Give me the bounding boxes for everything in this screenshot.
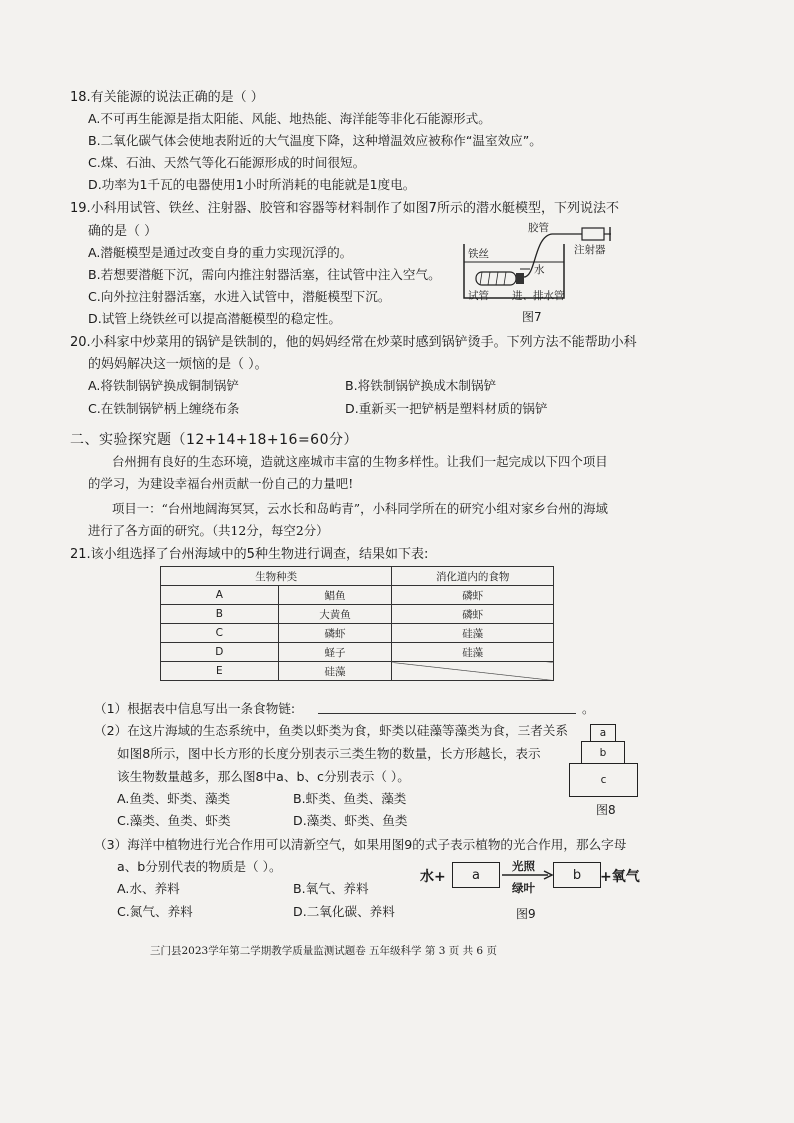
- figure-7-submarine-diagram: [462, 222, 612, 322]
- q20-option-a: A.将铁制锅铲换成铜制锅铲: [88, 378, 239, 393]
- label-inlet-pipe: 进、排水管: [512, 290, 565, 302]
- q21-stem: 21.该小组选择了台州海域中的5种生物进行调查，结果如下表:: [70, 547, 429, 562]
- label-test-tube: 试管: [468, 290, 489, 302]
- q20-option-b: B.将铁制锅铲换成木制锅铲: [345, 378, 497, 393]
- row-food: 硅藻: [392, 624, 554, 643]
- table-row: [161, 624, 554, 643]
- page-footer: 三门县2023学年第二学期教学质量监测试题卷 五年级科学 第 3 页 共 6 页: [150, 945, 497, 957]
- q21-part2-option-a: A.鱼类、虾类、藻类: [117, 791, 231, 806]
- q18-option-b: B.二氧化碳气体会使地表附近的大气温度下降，这种增温效应被称作“温室效应”。: [88, 133, 542, 148]
- q21-part1-answer-line[interactable]: [318, 713, 576, 714]
- table-header-row: [161, 567, 554, 586]
- figure-9-caption: 图9: [516, 907, 536, 921]
- fig9-light: 光照: [512, 859, 535, 873]
- q21-part3-option-a: A.水、养料: [117, 881, 180, 896]
- row-id: C: [161, 624, 279, 643]
- row-species: 蛏子: [278, 643, 392, 662]
- fig9-oxygen: +氧气: [600, 869, 640, 885]
- row-food: 硅藻: [392, 643, 554, 662]
- q21-part3-line2: a、b分别代表的物质是（ ）。: [117, 859, 282, 874]
- q21-part2-line3: 该生物数量越多，那么图8中a、b、c分别表示（ ）。: [117, 769, 410, 784]
- pyramid-level-b: b: [581, 741, 625, 764]
- row-food: 磷虾: [392, 586, 554, 605]
- row-id: A: [161, 586, 279, 605]
- q19-option-a: A.潜艇模型是通过改变自身的重力实现沉浮的。: [88, 245, 353, 260]
- pyramid-level-c: c: [569, 763, 638, 797]
- q20-option-c: C.在铁制锅铲柄上缠绕布条: [88, 401, 240, 416]
- organism-survey-table: [160, 566, 554, 681]
- q21-part3-option-d: D.二氧化碳、养料: [293, 904, 395, 919]
- section-2-intro-line2: 的学习，为建设幸福台州贡献一份自己的力量吧!: [88, 476, 354, 491]
- fig9-water: 水+: [420, 869, 446, 885]
- row-species: 硅藻: [278, 662, 392, 681]
- q18-option-d: D.功率为1千瓦的电器使用1小时所消耗的电能就是1度电。: [88, 177, 416, 192]
- table-row: [161, 605, 554, 624]
- q20-stem-line2: 的妈妈解决这一烦恼的是（ ）。: [88, 357, 268, 372]
- label-iron-wire: 铁丝: [468, 248, 489, 260]
- q21-part3-line1: （3）海洋中植物进行光合作用可以清新空气，如果用图9的式子表示植物的光合作用，那么字母: [94, 837, 627, 852]
- figure-8-caption: 图8: [596, 803, 616, 817]
- project-1-intro-line1: 项目一：“台州地阔海冥冥，云水长和岛屿青”，小科同学所在的研究小组对家乡台州的海域: [112, 501, 608, 516]
- row-species: 磷虾: [278, 624, 392, 643]
- q21-part2-option-d: D.藻类、虾类、鱼类: [293, 813, 408, 828]
- row-species: 大黄鱼: [278, 605, 392, 624]
- project-1-intro-line2: 进行了各方面的研究。（共12分，每空2分）: [88, 523, 329, 538]
- q18-option-a: A.不可再生能源是指太阳能、风能、地热能、海洋能等非化石能源形式。: [88, 111, 491, 126]
- q18-stem: 18.有关能源的说法正确的是（ ）: [70, 90, 264, 105]
- label-syringe: 注射器: [574, 244, 606, 256]
- q19-option-b: B.若想要潜艇下沉，需向内推注射器活塞，往试管中注入空气。: [88, 267, 441, 282]
- q19-option-d: D.试管上绕铁丝可以提高潜艇模型的稳定性。: [88, 311, 341, 326]
- row-food: 磷虾: [392, 605, 554, 624]
- header-species: 生物种类: [161, 567, 392, 586]
- q21-part2-line2: 如图8所示，图中长方形的长度分别表示三类生物的数量，长方形越长，表示: [117, 746, 541, 761]
- label-hose: 胶管: [528, 222, 549, 234]
- row-species: 鲳鱼: [278, 586, 392, 605]
- q20-stem-line1: 20.小科家中炒菜用的锅铲是铁制的，他的妈妈经常在炒菜时感到锅铲烫手。下列方法不能帮助小科: [70, 335, 637, 350]
- section-2-intro-line1: 台州拥有良好的生态环境，造就这座城市丰富的生物多样性。让我们一起完成以下四个项目: [112, 454, 608, 469]
- table-row: [161, 643, 554, 662]
- q21-part3-option-c: C.氮气、养料: [117, 904, 193, 919]
- q21-part2-line1: （2）在这片海域的生态系统中，鱼类以虾类为食，虾类以硅藻等藻类为食，三者关系: [94, 723, 568, 738]
- row-id: B: [161, 605, 279, 624]
- header-food: 消化道内的食物: [392, 567, 554, 586]
- q20-option-d: D.重新买一把铲柄是塑料材质的锅铲: [345, 401, 548, 416]
- q21-part1-prompt: （1）根据表中信息写出一条食物链:: [94, 701, 296, 716]
- q19-option-c: C.向外拉注射器活塞，水进入试管中，潜艇模型下沉。: [88, 289, 391, 304]
- section-2-title: 二、实验探究题（12+14+18+16=60分）: [70, 432, 358, 448]
- fig9-box-b: b: [553, 862, 601, 888]
- row-food-empty-cell: [392, 662, 554, 681]
- q21-part1-end: 。: [582, 701, 595, 716]
- fig9-box-a: a: [452, 862, 500, 888]
- q21-part2-option-c: C.藻类、鱼类、虾类: [117, 813, 231, 828]
- q21-part3-option-b: B.氧气、养料: [293, 881, 369, 896]
- q21-part2-option-b: B.虾类、鱼类、藻类: [293, 791, 407, 806]
- pyramid-level-a: a: [590, 724, 616, 742]
- table-row: [161, 662, 554, 681]
- figure-7-caption: 图7: [522, 310, 542, 324]
- q19-stem-line2: 确的是（ ）: [88, 224, 158, 239]
- fig9-chlorophyll: 绿叶: [512, 881, 535, 895]
- row-id: E: [161, 662, 279, 681]
- label-water: 水: [534, 264, 545, 276]
- q18-option-c: C.煤、石油、天然气等化石能源形成的时间很短。: [88, 155, 366, 170]
- row-id: D: [161, 643, 279, 662]
- table-row: [161, 586, 554, 605]
- q19-stem-line1: 19.小科用试管、铁丝、注射器、胶管和容器等材料制作了如图7所示的潜水艇模型，下列说法不: [70, 201, 619, 216]
